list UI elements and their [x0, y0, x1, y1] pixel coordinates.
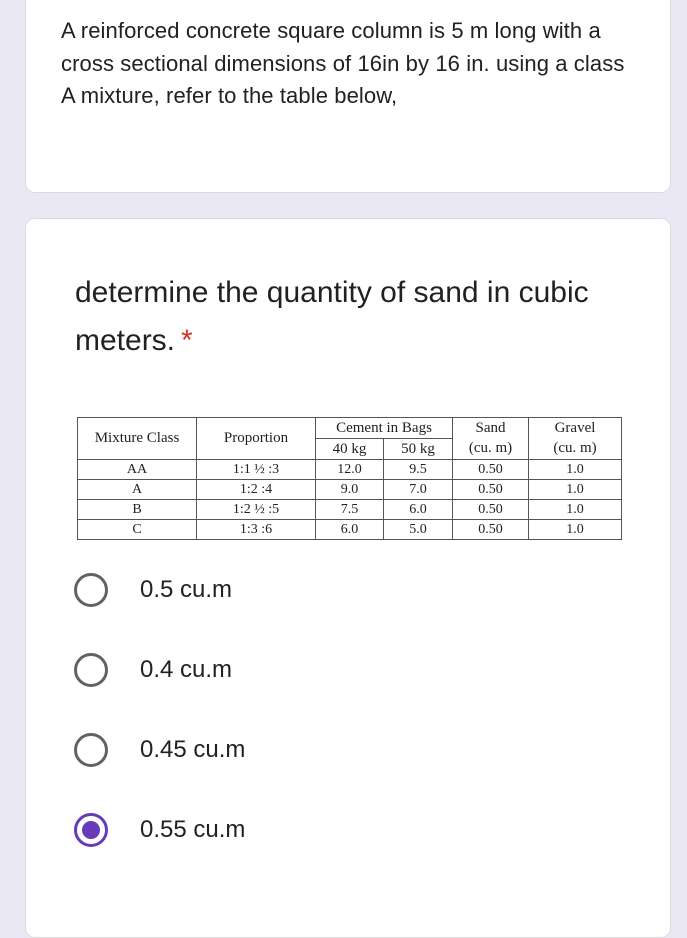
- radio-button[interactable]: [74, 813, 108, 847]
- cell-sand: 0.50: [453, 520, 529, 540]
- cell-proportion: 1:1 ½ :3: [197, 460, 316, 480]
- cell-cement-40: 9.0: [316, 480, 384, 500]
- cell-gravel: 1.0: [529, 480, 622, 500]
- cell-class: AA: [78, 460, 197, 480]
- header-cement: Cement in Bags: [316, 418, 453, 439]
- header-sand: Sand: [453, 418, 529, 439]
- option-label[interactable]: 0.55 cu.m: [140, 816, 246, 843]
- cell-cement-50: 5.0: [384, 520, 453, 540]
- mixture-table: [77, 417, 622, 540]
- header-gravel-unit: (cu. m): [529, 439, 622, 460]
- option-0.55-cu-m[interactable]: [74, 810, 245, 850]
- header-cement-50kg: 50 kg: [384, 439, 453, 460]
- radio-button[interactable]: [74, 573, 108, 607]
- header-gravel: Gravel: [529, 418, 622, 439]
- radio-button[interactable]: [74, 733, 108, 767]
- option-label[interactable]: 0.5 cu.m: [140, 576, 233, 603]
- cell-gravel: 1.0: [529, 500, 622, 520]
- question-title-text: determine the quantity of sand in cubic meters.: [75, 276, 589, 357]
- cell-cement-40: 7.5: [316, 500, 384, 520]
- cell-class: A: [78, 480, 197, 500]
- required-asterisk: *: [181, 324, 193, 357]
- question-title: [75, 269, 635, 365]
- table-row: [78, 500, 622, 520]
- cell-cement-40: 12.0: [316, 460, 384, 480]
- cell-gravel: 1.0: [529, 520, 622, 540]
- cell-gravel: 1.0: [529, 460, 622, 480]
- question-card: [25, 218, 671, 938]
- cell-sand: 0.50: [453, 460, 529, 480]
- option-0.45-cu-m[interactable]: [74, 730, 245, 770]
- cell-cement-50: 6.0: [384, 500, 453, 520]
- header-proportion: Proportion: [197, 418, 316, 460]
- cell-cement-50: 9.5: [384, 460, 453, 480]
- radio-button[interactable]: [74, 653, 108, 687]
- cell-class: B: [78, 500, 197, 520]
- table-row: [78, 460, 622, 480]
- cell-sand: 0.50: [453, 480, 529, 500]
- cell-sand: 0.50: [453, 500, 529, 520]
- table-row: [78, 520, 622, 540]
- cell-proportion: 1:2 ½ :5: [197, 500, 316, 520]
- question-description: A reinforced concrete square column is 5 m long with a cross sectional dimensions of 16in by 16 in. using a class A mixture, refer to the table below,: [61, 18, 625, 108]
- option-0.5-cu-m[interactable]: [74, 570, 232, 610]
- table-row: [78, 480, 622, 500]
- cell-proportion: 1:2 :4: [197, 480, 316, 500]
- header-mixture-class: Mixture Class: [78, 418, 197, 460]
- mixture-table-image: [77, 417, 622, 540]
- cell-cement-40: 6.0: [316, 520, 384, 540]
- option-label[interactable]: 0.45 cu.m: [140, 736, 246, 763]
- header-sand-unit: (cu. m): [453, 439, 529, 460]
- question-description-card: [25, 0, 671, 193]
- header-cement-40kg: 40 kg: [316, 439, 384, 460]
- option-label[interactable]: 0.4 cu.m: [140, 656, 233, 683]
- option-0.4-cu-m[interactable]: [74, 650, 232, 690]
- cell-cement-50: 7.0: [384, 480, 453, 500]
- cell-proportion: 1:3 :6: [197, 520, 316, 540]
- cell-class: C: [78, 520, 197, 540]
